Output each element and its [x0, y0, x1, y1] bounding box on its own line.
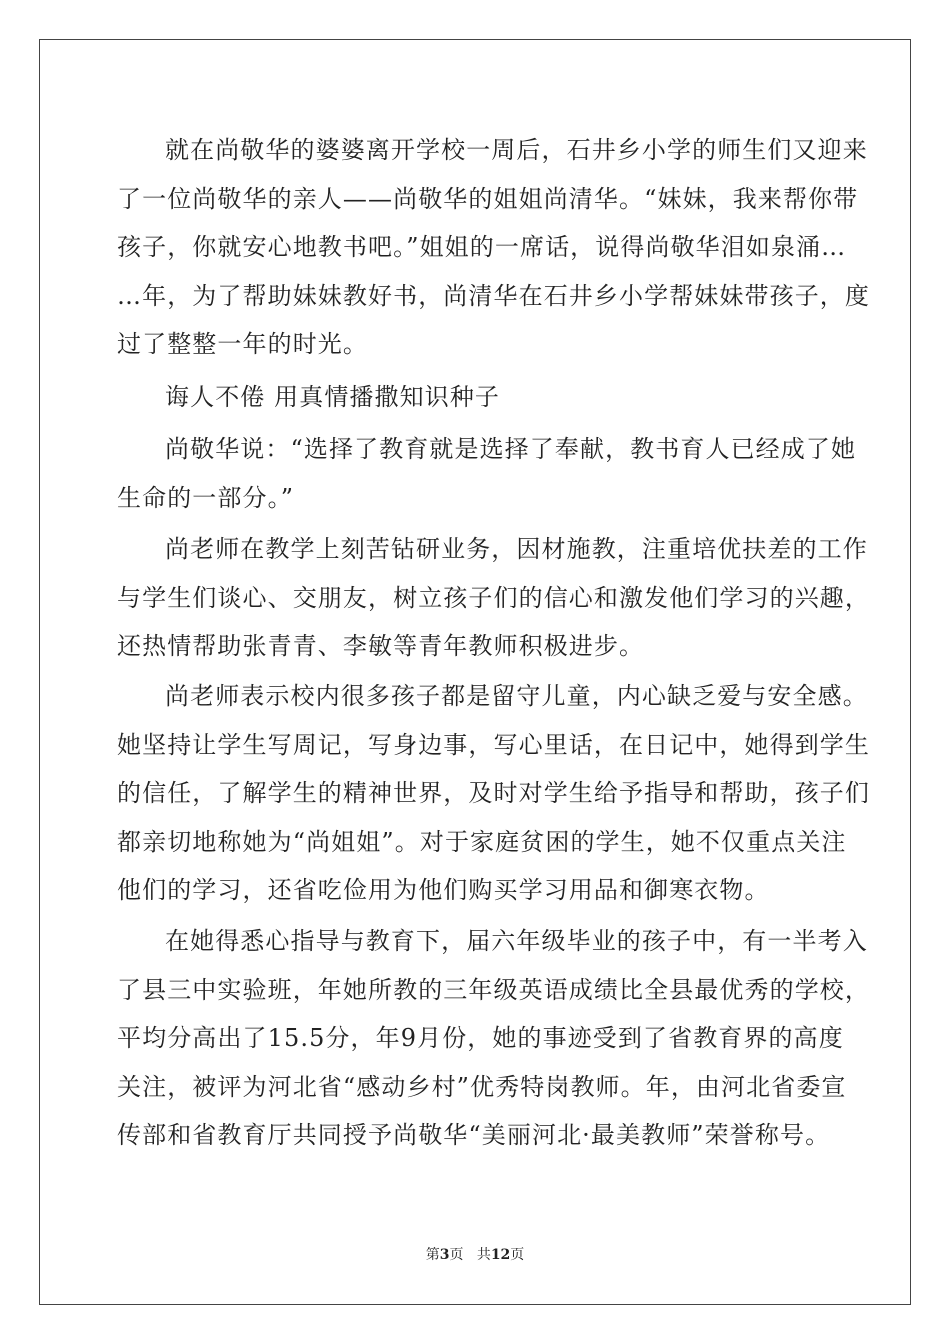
- paragraph-line: 在她得悉心指导与教育下，届六年级毕业的孩子中，有一半考入: [165, 927, 868, 955]
- paragraph-line: 尚老师表示校内很多孩子都是留守儿童，内心缺乏爱与安全感。: [165, 682, 868, 710]
- paragraph-line: 关注，被评为河北省“感动乡村”优秀特岗教师。年，由河北省委宣: [117, 1073, 847, 1101]
- paragraph-line: 都亲切地称她为“尚姐姐”。对于家庭贫困的学生，她不仅重点关注: [117, 828, 847, 856]
- paragraph-line: 了县三中实验班，年她所教的三年级英语成绩比全县最优秀的学校，: [117, 976, 870, 1004]
- paragraph-line: 过了整整一年的时光。: [117, 330, 368, 358]
- paragraph-line: 他们的学习，还省吃俭用为他们购买学习用品和御寒衣物。: [117, 876, 770, 904]
- page-footer: [0, 1246, 950, 1264]
- paragraph-line: 平均分高出了15.5分，年9月份，她的事迹受到了省教育界的高度: [117, 1024, 844, 1052]
- paragraph-line: 尚敬华说：“选择了教育就是选择了奉献，教书育人已经成了她: [165, 435, 857, 463]
- paragraph-line: 还热情帮助张青青、李敏等青年教师积极进步。: [117, 632, 645, 660]
- paragraph-line: 传部和省教育厅共同授予尚敬华“美丽河北·最美教师”荣誉称号。: [117, 1121, 831, 1149]
- paragraph-line: 她坚持让学生写周记，写身边事，写心里话，在日记中，她得到学生: [117, 731, 870, 759]
- section-heading: 诲人不倦 用真情播撒知识种子: [165, 383, 501, 411]
- page-border: [39, 39, 911, 1305]
- page-number: 3: [439, 1247, 450, 1263]
- total-prefix: 共: [476, 1247, 491, 1263]
- page-prefix: 第: [425, 1247, 440, 1263]
- paragraph-line: 了一位尚敬华的亲人——尚敬华的姐姐尚清华。“妹妹，我来帮你带: [117, 185, 859, 213]
- paragraph-line: 的信任，了解学生的精神世界，及时对学生给予指导和帮助，孩子们: [117, 779, 870, 807]
- paragraph-line: …年，为了帮助妹妹教好书，尚清华在石井乡小学帮妹妹带孩子，度: [117, 282, 870, 310]
- paragraph-line: 与学生们谈心、交朋友，树立孩子们的信心和激发他们学习的兴趣，: [117, 584, 870, 612]
- page-suffix: 页: [449, 1247, 464, 1263]
- total-suffix: 页: [510, 1247, 525, 1263]
- paragraph-line: 尚老师在教学上刻苦钻研业务，因材施教，注重培优扶差的工作: [165, 535, 868, 563]
- paragraph-line: 生命的一部分。”: [117, 484, 295, 512]
- total-pages: 12: [490, 1247, 511, 1263]
- paragraph-line: 就在尚敬华的婆婆离开学校一周后，石井乡小学的师生们又迎来: [165, 136, 868, 164]
- paragraph-line: 孩子，你就安心地教书吧。”姐姐的一席话，说得尚敬华泪如泉涌…: [117, 233, 847, 261]
